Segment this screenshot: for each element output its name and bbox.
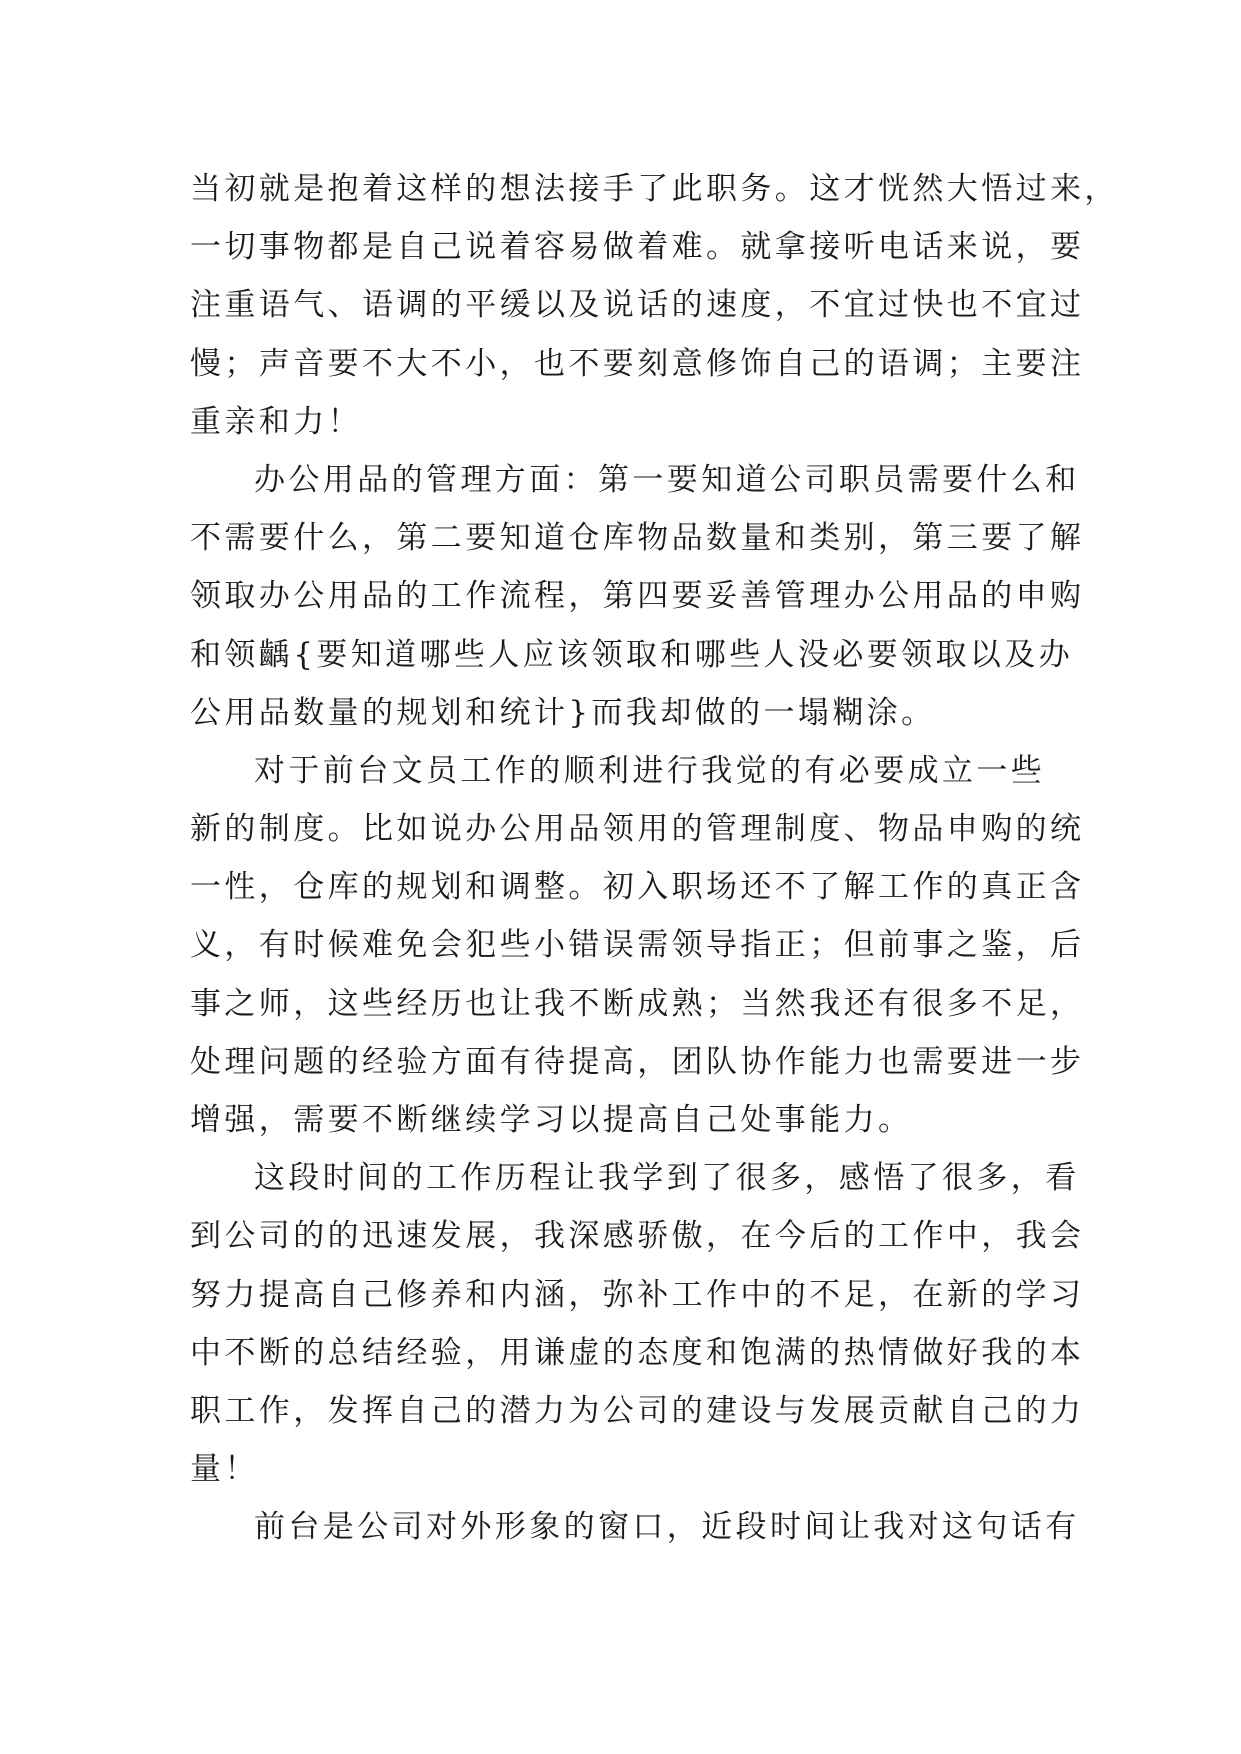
text-line: 义，有时候难免会犯些小错误需领导指正；但前事之鉴，后 (190, 927, 1085, 964)
text-line: 增强，需要不断继续学习以提高自己处事能力。 (190, 1102, 913, 1138)
text-line: 公用品数量的规划和统计}而我却做的一塌糊涂。 (190, 694, 936, 731)
text-line: 一切事物都是自己说着容易做着难。就拿接听电话来说，要 (190, 229, 1085, 266)
text-line: 注重语气、语调的平缓以及说话的速度，不宜过快也不宜过 (190, 287, 1085, 324)
text-line: 量！ (190, 1451, 259, 1488)
text-line: 到公司的的迅速发展，我深感骄傲，在今后的工作中，我会 (190, 1218, 1085, 1255)
text-line: 新的制度。比如说办公用品领用的管理制度、物品申购的统 (190, 811, 1085, 848)
text-line: 重亲和力！ (190, 403, 362, 440)
text-line: 处理问题的经验方面有待提高，团队协作能力也需要进一步 (190, 1043, 1085, 1080)
paragraph-first-line: 这段时间的工作历程让我学到了很多，感悟了很多，看 (254, 1160, 1080, 1197)
text-line: 不需要什么，第二要知道仓库物品数量和类别，第三要了解 (190, 520, 1085, 557)
text-line: 职工作，发挥自己的潜力为公司的建设与发展贡献自己的力 (190, 1392, 1085, 1429)
text-line: 事之师，这些经历也让我不断成熟；当然我还有很多不足， (190, 985, 1085, 1022)
text-line: 领取办公用品的工作流程，第四要妥善管理办公用品的申购 (190, 578, 1085, 615)
text-line: 中不断的总结经验，用谦虚的态度和饱满的热情做好我的本 (190, 1334, 1085, 1371)
text-line: 当初就是抱着这样的想法接手了此职务。这才恍然大悟过来， (190, 171, 1119, 207)
text-line: 努力提高自己修养和内涵，弥补工作中的不足，在新的学习 (190, 1276, 1085, 1313)
paragraph-first-line: 办公用品的管理方面：第一要知道公司职员需要什么和 (254, 461, 1080, 498)
paragraph-first-line: 对于前台文员工作的顺利进行我觉的有必要成立一些 (254, 752, 1046, 789)
document-body (190, 160, 1119, 1557)
text-line: 和领齲{要知道哪些人应该领取和哪些人没必要领取以及办 (190, 636, 1074, 673)
text-line: 一性，仓库的规划和调整。初入职场还不了解工作的真正含 (190, 869, 1085, 906)
text-line: 慢；声音要不大不小，也不要刻意修饰自己的语调；主要注 (190, 345, 1085, 382)
paragraph-first-line: 前台是公司对外形象的窗口，近段时间让我对这句话有 (254, 1509, 1080, 1546)
